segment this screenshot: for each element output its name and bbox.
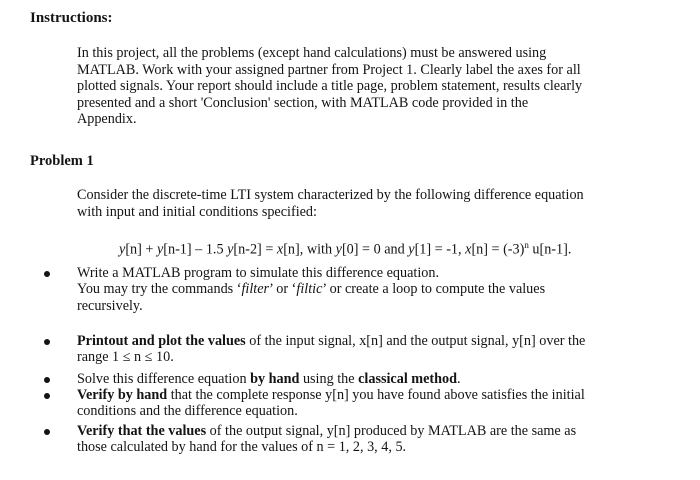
eq-text: [n] + xyxy=(125,241,157,258)
bullet-item xyxy=(77,333,585,366)
eq-text: [0] = 0 and xyxy=(341,241,409,258)
bullet-item xyxy=(77,387,585,420)
eq-text: u[n-1]. xyxy=(528,241,572,258)
bullet-text-segment: ’ or create a loop to compute the values xyxy=(322,281,546,298)
bullet-text-segment: range 1 ≤ n ≤ 10. xyxy=(77,349,174,366)
bullet-line xyxy=(77,281,545,297)
eq-text: [n], with xyxy=(283,241,336,258)
bullet-line xyxy=(77,333,585,349)
bullet-line xyxy=(77,371,461,387)
bullet-item xyxy=(77,371,461,387)
bullet-line xyxy=(77,439,576,455)
bullet-text-segment: that the complete response y[n] you have found above satisfies the initial xyxy=(167,387,585,403)
difference-equation xyxy=(119,240,571,259)
eq-text: [n] = (-3) xyxy=(471,241,525,258)
bullet-line xyxy=(77,403,585,419)
bullet-text-segment: . xyxy=(457,371,461,387)
bullet-line xyxy=(77,265,545,281)
bullet-line xyxy=(77,423,576,439)
bullet-dot xyxy=(44,393,50,399)
instructions-line: presented and a short 'Conclusion' section, with MATLAB code provided in the xyxy=(77,94,529,111)
bullet-text-segment: filter xyxy=(241,281,270,298)
bullet-text-segment: filtic xyxy=(296,281,323,298)
problem-1-heading: Problem 1 xyxy=(30,153,94,169)
bullet-text-segment: using the xyxy=(299,371,359,387)
bullet-dot xyxy=(44,339,50,345)
bullet-dot xyxy=(44,429,50,435)
problem-1-intro xyxy=(77,187,584,220)
eq-x: x xyxy=(465,241,472,258)
bullet-text-segment: of the output signal, y[n] produced by MATLAB are the same as xyxy=(206,423,577,439)
bullet-line xyxy=(77,298,545,314)
instructions-line: plotted signals. Your report should include a title page, problem statement, results clearly xyxy=(77,78,583,94)
instructions-paragraph xyxy=(77,45,582,128)
bullet-text-segment: of the input signal, x[n] and the output signal, y[n] over the xyxy=(245,333,586,349)
eq-y: y xyxy=(335,241,342,258)
bullet-text-segment: Solve this difference equation xyxy=(77,371,251,387)
instructions-line: MATLAB. Work with your assigned partner from Project 1. Clearly label the axes for all xyxy=(77,61,581,78)
bullet-text-segment: Verify that the values xyxy=(77,423,207,439)
bullet-line xyxy=(77,349,585,365)
bullet-line xyxy=(77,387,585,403)
eq-text: [n-2] = xyxy=(233,241,277,258)
bullet-text-segment: classical method xyxy=(358,371,458,387)
bullet-text-segment: by hand xyxy=(250,371,300,387)
intro-line: Consider the discrete-time LTI system characterized by the following difference equation xyxy=(77,187,584,203)
bullet-item xyxy=(77,423,576,456)
bullet-text-segment: Verify by hand xyxy=(77,387,168,403)
bullet-text-segment: recursively. xyxy=(77,297,143,314)
bullet-item xyxy=(77,265,545,314)
instructions-line: Appendix. xyxy=(77,111,137,127)
bullet-dot xyxy=(44,271,50,277)
bullet-text-segment: those calculated by hand for the values of n = 1, 2, 3, 4, 5. xyxy=(77,439,407,456)
eq-y: y xyxy=(227,241,234,258)
eq-y: y xyxy=(119,241,126,258)
eq-text: [n-1] – 1.5 xyxy=(163,241,228,258)
eq-text: [1] = -1, xyxy=(414,241,466,258)
bullet-dot xyxy=(44,377,50,383)
instructions-line: In this project, all the problems (except hand calculations) must be answered using xyxy=(77,45,547,61)
bullet-text-segment: You may try the commands ‘ xyxy=(77,281,242,298)
eq-x: x xyxy=(276,241,284,258)
eq-y: y xyxy=(156,241,164,258)
instructions-heading: Instructions: xyxy=(30,10,113,26)
eq-y: y xyxy=(408,241,415,258)
bullet-text-segment: conditions and the difference equation. xyxy=(77,403,298,420)
bullet-text-segment: Write a MATLAB program to simulate this difference equation. xyxy=(77,265,440,281)
bullet-text-segment: ’ or ‘ xyxy=(269,281,297,298)
eq-superscript: n xyxy=(524,240,529,250)
intro-line: with input and initial conditions specified: xyxy=(77,203,317,220)
bullet-text-segment: Printout and plot the values xyxy=(77,333,246,349)
